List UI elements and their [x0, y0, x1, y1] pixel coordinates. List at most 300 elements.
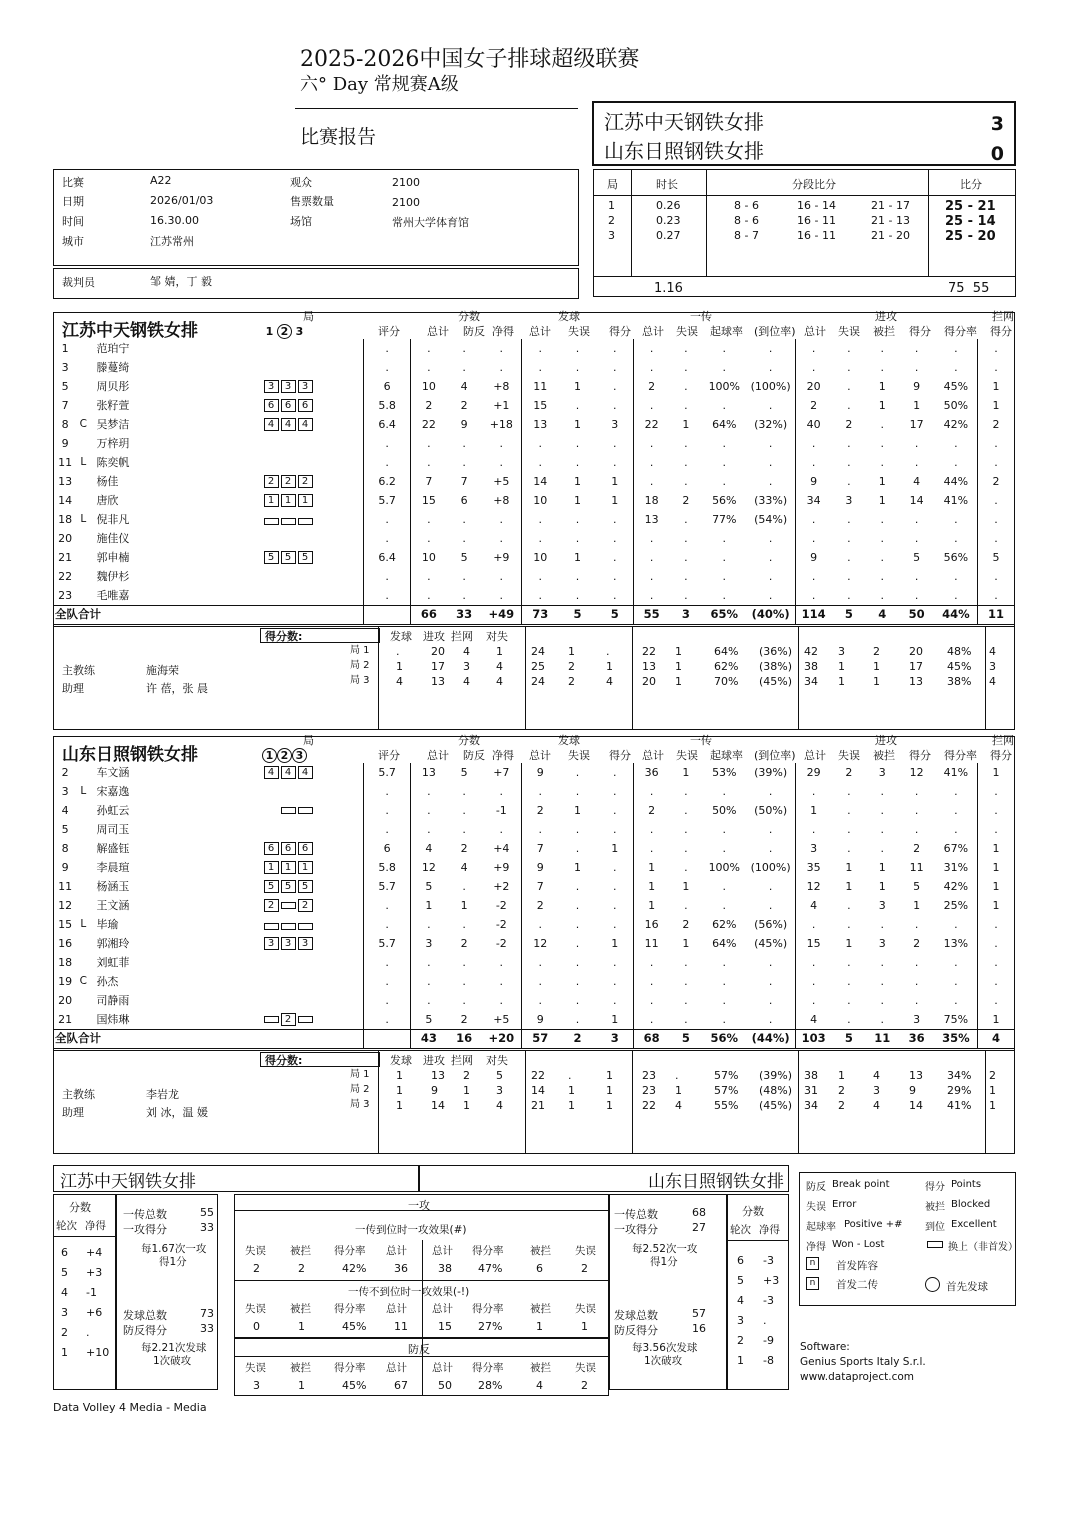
team1-points-net: +5	[493, 475, 510, 488]
team1-sub-vline	[985, 626, 986, 730]
team2-attack-pct: 25%	[943, 899, 969, 912]
exc-col-header: (到位率)	[754, 749, 796, 762]
team2-reception-error: .	[684, 975, 688, 988]
team2-points-total: 5	[410, 1010, 446, 1029]
team1-points-bp: 6	[460, 494, 468, 507]
team1-reception-error: .	[684, 342, 688, 355]
team1-attack-points: .	[914, 570, 919, 583]
sets-total-score: 75 55	[948, 281, 990, 296]
team1-total-attack-blocked: 4	[866, 605, 898, 624]
team2-player-row	[54, 763, 1014, 782]
rot_b-rotation-number: 2	[737, 1334, 744, 1347]
team1-total-row	[54, 605, 1014, 624]
pts-col-header: 得分	[990, 749, 1012, 762]
team1-total-label: 全队合计	[54, 605, 364, 624]
team1-reception-total: .	[633, 472, 669, 491]
team2-sub-marker	[298, 923, 313, 930]
team1-reception-total: .	[633, 529, 669, 548]
team2-start-position: 3	[281, 937, 296, 950]
team2-serve-error: .	[575, 785, 580, 798]
team2-player-number: 16	[58, 937, 73, 950]
team1-sub-marker	[298, 518, 313, 525]
team1-set-stat: 42	[804, 645, 818, 658]
set-number: 2	[608, 214, 615, 227]
team2-attack-blocked: 1	[878, 861, 886, 874]
team1-start-position: 4	[264, 418, 279, 431]
team1-set-stat: 70%	[714, 675, 739, 688]
team2-attack-points: .	[914, 975, 919, 988]
team1-reception-positive: .	[722, 399, 727, 412]
legend-key: 得分	[925, 1182, 945, 1193]
team1-block-points: 1	[977, 396, 1014, 415]
bad-head-left: 被拦	[290, 1303, 311, 1315]
team1-reception-total: 22	[633, 415, 669, 434]
info-venue-label: 场馆	[290, 215, 312, 228]
team1-attack-total: .	[795, 586, 831, 605]
team2-attack-blocked: .	[880, 842, 884, 855]
team2-block-points: .	[977, 972, 1014, 991]
def-head-right: 失误	[575, 1362, 596, 1374]
team1-points-total: 22	[410, 415, 446, 434]
team2-reception-error: 1	[682, 766, 690, 779]
team2-player-sets	[263, 763, 364, 782]
team2-attack-pct: .	[954, 785, 958, 798]
team2-set-stat: (48%)	[759, 1084, 793, 1097]
team2-block-points: 1	[977, 896, 1014, 915]
team2-set-source: 1	[396, 1084, 403, 1097]
team2-reception-positive: .	[722, 899, 727, 912]
team1-serve-points: .	[612, 513, 617, 526]
team1-attack-total: .	[795, 453, 831, 472]
team2-attack-error: 2	[845, 766, 853, 779]
team1-attack-pct: .	[954, 437, 958, 450]
team1-block-points: .	[977, 529, 1014, 548]
team1-block-points: .	[977, 510, 1014, 529]
team2-assistant-label: 助理	[62, 1106, 84, 1119]
team1-set-stat: 1	[873, 675, 880, 688]
team2-points-bp: 5	[460, 766, 468, 779]
team2-reception-total: .	[633, 820, 669, 839]
team1-player-name: 毛唯嘉	[96, 588, 130, 602]
team1-attack-points: 5	[913, 551, 921, 564]
team1-points-bp: .	[462, 456, 466, 469]
team1-points-net: +18	[489, 418, 513, 431]
summary-team-a-bar	[53, 1165, 419, 1192]
rotation-a-sub-2: 净得	[85, 1220, 106, 1232]
team1-player-name: 唐欣	[96, 494, 119, 507]
team2-points-bp: 2	[460, 842, 468, 855]
team2-player-row	[54, 915, 1014, 934]
team1-score-label: 得分数:	[265, 630, 303, 643]
team2-reception-error: 2	[682, 918, 690, 931]
team1-attack-total: .	[795, 358, 831, 377]
team1-attack-total: 2	[795, 396, 831, 415]
team2-player-row	[54, 934, 1014, 953]
team2-set-source: 1	[463, 1084, 470, 1097]
team1-player-sets	[263, 472, 364, 491]
team2-sub-vline	[378, 1050, 379, 1154]
team1-reception-total: .	[633, 396, 669, 415]
team1-set-stat: .	[606, 645, 610, 658]
team1-set-stat: (45%)	[759, 675, 793, 688]
result-score-b: 0	[990, 143, 1004, 165]
team2-players-table	[54, 763, 1014, 1049]
page-subtitle: 六° Day 常规赛A级	[300, 74, 459, 95]
team1-rating: 6.2	[364, 472, 411, 491]
team1-serve-points: 1	[611, 475, 619, 488]
software-company: Genius Sports Italy S.r.l.	[800, 1356, 926, 1368]
team2-player-name: 解盛钰	[96, 842, 130, 855]
match-info-box	[53, 169, 579, 266]
team2-set-stat: 1	[606, 1069, 613, 1082]
team1-player-role	[76, 358, 90, 377]
team2-player-sets	[263, 877, 364, 896]
def-head-right: 得分率	[472, 1362, 504, 1374]
team2-points-net: -1	[495, 804, 507, 817]
team1-start-position: 6	[298, 399, 313, 412]
team2-serve-points: .	[612, 899, 617, 912]
good-value-left: 2	[253, 1262, 260, 1275]
team1-set-stat: 20	[642, 675, 656, 688]
team1-sub-vline	[798, 626, 799, 730]
rot_b-rotation-number: 1	[737, 1354, 744, 1367]
team2-points-bp: 2	[460, 1012, 468, 1026]
serve-group-header: 发球	[558, 734, 580, 747]
team2-attack-total: .	[795, 953, 831, 972]
team1-player-sets	[263, 548, 364, 567]
starter-legend-icon: n	[806, 1257, 819, 1270]
team2-reception-error: .	[684, 823, 688, 836]
team1-source-head: 发球	[390, 630, 412, 643]
team1-player-sets	[263, 415, 364, 434]
team2-set-row-label: 局 2	[350, 1084, 370, 1095]
set-partial-8: 8 - 7	[734, 229, 759, 242]
team2-reception-total: .	[633, 953, 669, 972]
team2-serve-total: .	[522, 972, 558, 991]
team1-rating: .	[364, 586, 411, 605]
team2-set-stat: .	[675, 1069, 679, 1082]
attack-group-header: 进攻	[875, 734, 897, 747]
team1-serve-total: .	[522, 339, 558, 358]
team2-serve-points: 1	[611, 937, 619, 950]
team1-set-stat: 2	[568, 675, 575, 688]
team2-set-stat: 57%	[714, 1084, 739, 1097]
team1-total-attack-error: 5	[832, 605, 866, 624]
team1-player-row	[54, 358, 1014, 377]
rot_a-rotation-net: -1	[86, 1286, 97, 1299]
team1-total-attack-total: 114	[795, 605, 831, 624]
team1-player-role	[76, 472, 90, 491]
team2-player-sets	[263, 915, 364, 934]
team1-set-source: 20	[431, 645, 445, 658]
info-tickets-label: 售票数量	[290, 195, 334, 208]
team2-start-position: 2	[264, 899, 279, 912]
team1-player-row	[54, 453, 1014, 472]
team2-player-row	[54, 972, 1014, 991]
team1-reception-excellent: .	[768, 588, 773, 602]
set-partial-8: 8 - 6	[734, 199, 759, 212]
team2-serve-error: .	[575, 994, 580, 1007]
team1-set-stat: 13	[642, 660, 656, 673]
team2-player-role	[76, 953, 90, 972]
team1-attack-error: .	[847, 380, 851, 393]
rot_a-rotation-net: .	[86, 1326, 90, 1339]
bad-head-left: 得分率	[334, 1303, 366, 1315]
defense-title: 防反	[408, 1343, 430, 1356]
team2-player-row	[54, 953, 1014, 972]
team2-set-stat: 1	[675, 1084, 682, 1097]
team2-player-number: 18	[58, 956, 73, 969]
team1-player-sets	[263, 339, 364, 358]
team1-attack-error: 3	[845, 494, 853, 507]
team2-reception-excellent: .	[768, 994, 773, 1007]
team2-reception-excellent: .	[768, 899, 773, 912]
team2-player-role	[76, 1010, 90, 1029]
team1-attack-error: .	[847, 399, 851, 412]
team1-points-total: 10	[410, 377, 446, 396]
team2-serve-error: 1	[573, 861, 581, 874]
team2-points-net: +4	[493, 842, 510, 855]
team2-reception-excellent: (50%)	[754, 804, 788, 817]
rot_b-rotation-number: 6	[737, 1254, 744, 1267]
team2-set-stat: 9	[909, 1084, 916, 1097]
team1-attack-error: .	[847, 588, 851, 602]
set-duration: 0.26	[656, 199, 681, 212]
team2-set-stat: .	[568, 1069, 572, 1082]
team2-reception-positive: 64%	[712, 937, 737, 950]
def-value-left: 1	[298, 1379, 305, 1392]
good-reception-title: 一传到位时一攻效果(#)	[355, 1224, 467, 1236]
sets-head-duration: 时长	[656, 178, 678, 191]
team1-reception-error: .	[684, 570, 688, 583]
team1-set-source: 4	[463, 675, 470, 688]
team2-attack-error: .	[847, 804, 851, 817]
team2-serve-error: .	[575, 766, 580, 779]
team2-points-net: +2	[493, 880, 510, 893]
err-col-header: 失误	[568, 749, 590, 762]
team1-rating: 5.8	[364, 396, 411, 415]
team2-set-stat: 22	[642, 1099, 656, 1112]
team2-player-name: 车文涵	[96, 766, 130, 779]
team2-reception-error: .	[684, 956, 688, 969]
team2-set-stat: 4	[873, 1069, 880, 1082]
team2-serve-error: .	[575, 880, 580, 893]
rot_b-rotation-net: -9	[763, 1334, 774, 1347]
info-match-label: 比赛	[62, 176, 84, 189]
net-col-header: 净得	[492, 749, 514, 762]
team1-attack-blocked: .	[880, 513, 884, 526]
team1-attack-pct: .	[954, 570, 958, 583]
team2-attack-error: .	[847, 956, 851, 969]
team2-reception-total: .	[633, 782, 669, 801]
team1-player-sets	[263, 510, 364, 529]
team2-serve-error: 1	[573, 804, 581, 817]
team1-starting-positions	[264, 418, 313, 431]
team2-player-name: 李晨瑄	[96, 861, 130, 874]
team2-attack-total: .	[795, 915, 831, 934]
team2-set-stat: 1	[606, 1099, 613, 1112]
team1-points-bp: .	[462, 361, 466, 374]
good-head-right: 失误	[575, 1245, 596, 1257]
legend-desc: Error	[832, 1199, 857, 1210]
team1-start-position: 3	[264, 380, 279, 393]
team1-attack-points: .	[914, 513, 919, 526]
team1-player-role: C	[79, 418, 88, 431]
points-group-header: 分数	[458, 734, 480, 747]
team1-set-stat: 38	[804, 660, 818, 673]
sets-total-duration: 1.16	[654, 281, 683, 296]
team1-attack-blocked: 1	[878, 494, 886, 507]
info-city-value: 江苏常州	[150, 235, 194, 248]
team2-sub-marker	[298, 807, 313, 814]
legend-desc: Points	[951, 1179, 982, 1190]
team2-serve-points: 1	[611, 1012, 619, 1026]
team1-sub-vline	[632, 626, 633, 730]
team2-attack-error: .	[847, 1012, 851, 1026]
team1-set-stat: 4	[989, 645, 996, 658]
team1-rating: 6.4	[364, 415, 411, 434]
team1-attack-points: .	[914, 456, 919, 469]
team1-serve-error: 1	[573, 418, 581, 431]
team2-block-points: 1	[977, 877, 1014, 896]
team1-points-bp: .	[462, 437, 466, 450]
team2-points-total: .	[410, 782, 446, 801]
team2-serve-total: .	[522, 953, 558, 972]
team1-set-stat: 1	[568, 645, 575, 658]
team1-player-number: 8	[61, 418, 69, 431]
b-ratio2b: 1次破攻	[644, 1355, 683, 1367]
team2-points-total: .	[410, 953, 446, 972]
a-stat2-label: 发球总数	[123, 1309, 167, 1322]
team2-rating: 6	[364, 839, 411, 858]
rot_b-rotation-net: .	[763, 1314, 767, 1327]
team2-set-stat: 21	[531, 1099, 545, 1112]
team1-serve-points: .	[612, 532, 617, 545]
team2-attack-error: 1	[845, 937, 853, 950]
team1-attack-pct: .	[954, 456, 958, 469]
team2-rating: .	[364, 972, 411, 991]
team1-serve-points: .	[612, 437, 617, 450]
result-team-b: 山东日照钢铁女排	[604, 139, 764, 163]
team2-attack-blocked: .	[880, 994, 884, 1007]
team2-starting-positions	[264, 920, 313, 930]
team2-attack-points: .	[914, 918, 919, 931]
team1-set-source: 1	[496, 645, 503, 658]
team1-starting-positions	[264, 380, 313, 393]
team2-start-position: 1	[281, 861, 296, 874]
team1-sub-vline	[378, 626, 379, 730]
team2-total-reception-positive: 56%	[702, 1029, 747, 1048]
team2-reception-excellent: (56%)	[754, 918, 788, 931]
attack-group-header: 进攻	[875, 310, 897, 323]
team1-player-number: 20	[58, 532, 73, 545]
err-col-header: 失误	[676, 325, 698, 338]
team1-reception-positive: .	[722, 456, 727, 469]
tot-col-header: 总计	[642, 749, 664, 762]
team2-player-number: 8	[61, 842, 69, 855]
team1-set-stat: 45%	[947, 660, 972, 673]
team2-reception-error: .	[684, 994, 688, 1007]
team1-serve-error: .	[575, 570, 580, 583]
set-score: 25 - 21	[945, 199, 996, 214]
team1-attack-blocked: .	[880, 361, 884, 374]
team2-attack-blocked: .	[880, 1012, 884, 1026]
team2-attack-error: .	[847, 975, 851, 988]
team1-serve-points: 1	[611, 494, 619, 507]
team1-player-role	[76, 491, 90, 510]
b-stat2-label: 防反得分	[614, 1324, 658, 1337]
team1-serve-total: .	[522, 567, 558, 586]
team1-reception-total: .	[633, 434, 669, 453]
team1-set-source: 4	[496, 675, 503, 688]
legend-desc: Break point	[832, 1179, 890, 1190]
team1-attack-error: .	[847, 513, 851, 526]
team1-player-name: 施佳仪	[96, 532, 130, 545]
team2-sub-vline	[525, 1050, 526, 1154]
team1-attack-points: 14	[909, 494, 924, 507]
team2-rating: 5.7	[364, 763, 411, 782]
team2-player-sets	[263, 934, 364, 953]
team1-player-number: 23	[58, 588, 73, 602]
good-value-right: 2	[581, 1262, 588, 1275]
team2-serve-points: .	[612, 861, 617, 874]
team1-attack-pct: .	[954, 361, 958, 374]
team2-rating: 5.8	[364, 858, 411, 877]
def-head-right: 总计	[432, 1362, 453, 1374]
team2-rating: .	[364, 1010, 411, 1029]
team2-attack-error: 1	[845, 880, 853, 893]
team1-serve-error: .	[575, 342, 580, 355]
team1-start-position: 2	[298, 475, 313, 488]
team2-set-stat: 31	[804, 1084, 818, 1097]
team1-points-total: .	[410, 529, 446, 548]
team2-player-name: 周司玉	[96, 823, 130, 836]
team2-attack-points: .	[914, 823, 919, 836]
team1-player-number: 22	[58, 570, 73, 583]
referee-box	[53, 268, 579, 299]
team2-attack-pct: .	[954, 956, 958, 969]
team1-reception-excellent: .	[768, 361, 773, 374]
team2-set-source: 2	[463, 1069, 470, 1082]
team1-reception-error: 2	[682, 494, 690, 507]
team1-player-sets	[263, 586, 364, 605]
team2-set-stat: 22	[531, 1069, 545, 1082]
team2-source-head: 发球	[390, 1054, 412, 1067]
good-head-right: 被拦	[530, 1245, 551, 1257]
team2-attack-blocked: .	[880, 956, 884, 969]
team2-reception-error: .	[684, 861, 688, 874]
team1-player-name: 陈奕帆	[96, 456, 130, 469]
team2-player-sets	[263, 839, 364, 858]
team1-reception-excellent: .	[768, 437, 773, 450]
team2-starting-positions	[264, 937, 313, 950]
team2-set-stat: 1	[568, 1084, 575, 1097]
team2-reception-positive: .	[722, 975, 727, 988]
team2-reception-total: 1	[633, 877, 669, 896]
team1-total-serve-points: 5	[597, 605, 633, 624]
team1-player-name: 吴梦洁	[96, 418, 130, 431]
team2-points-total: .	[410, 991, 446, 1010]
team2-set-source: 1	[396, 1099, 403, 1112]
pts-col-header: 得分	[909, 749, 931, 762]
team2-set-stat: 4	[873, 1099, 880, 1112]
team1-reception-error: .	[684, 437, 688, 450]
team2-player-sets	[263, 820, 364, 839]
pct-col-header: 得分率	[944, 325, 977, 338]
team2-set-stat: 41%	[947, 1099, 972, 1112]
a-stat-label: 一传总数	[123, 1208, 167, 1221]
team1-total-reception-total: 55	[633, 605, 669, 624]
